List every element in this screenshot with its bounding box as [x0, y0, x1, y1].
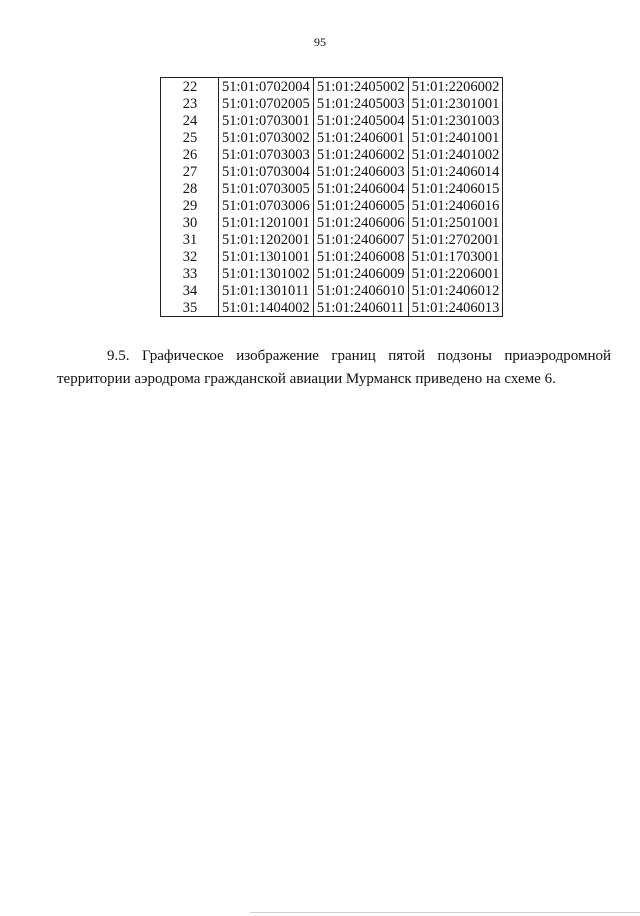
row-number-cell: 28 [161, 180, 219, 197]
cadastral-code-cell: 51:01:2405004 [313, 112, 408, 129]
row-number-cell: 27 [161, 163, 219, 180]
cadastral-code-cell: 51:01:2401002 [408, 146, 503, 163]
cadastral-code-cell: 51:01:0703001 [219, 112, 314, 129]
cadastral-code-cell: 51:01:1201001 [219, 214, 314, 231]
row-number-cell: 23 [161, 95, 219, 112]
cadastral-code-cell: 51:01:2406013 [408, 299, 503, 317]
cadastral-code-cell: 51:01:2206001 [408, 265, 503, 282]
row-number-cell: 35 [161, 299, 219, 317]
cadastral-code-cell: 51:01:2702001 [408, 231, 503, 248]
cadastral-code-cell: 51:01:0702004 [219, 78, 314, 96]
cadastral-code-cell: 51:01:2206002 [408, 78, 503, 96]
cadastral-code-cell: 51:01:2301003 [408, 112, 503, 129]
cadastral-code-cell: 51:01:1301001 [219, 248, 314, 265]
cadastral-code-cell: 51:01:2406007 [313, 231, 408, 248]
cadastral-code-cell: 51:01:1202001 [219, 231, 314, 248]
cadastral-code-cell: 51:01:0703006 [219, 197, 314, 214]
cadastral-code-cell: 51:01:1301011 [219, 282, 314, 299]
paragraph-line-1: 9.5. Графическое изображение границ пятой подзоны приаэродромной [107, 348, 611, 364]
table-row [161, 146, 503, 163]
row-number-cell: 32 [161, 248, 219, 265]
scan-edge-line [250, 912, 640, 913]
row-number-cell: 22 [161, 78, 219, 96]
table-row [161, 265, 503, 282]
cadastral-code-cell: 51:01:2406010 [313, 282, 408, 299]
paragraph-9-5 [57, 345, 611, 391]
cadastral-code-cell: 51:01:2401001 [408, 129, 503, 146]
table-row [161, 231, 503, 248]
row-number-cell: 34 [161, 282, 219, 299]
cadastral-code-cell: 51:01:2406012 [408, 282, 503, 299]
row-number-cell: 26 [161, 146, 219, 163]
cadastral-table [160, 77, 503, 317]
cadastral-code-cell: 51:01:2406011 [313, 299, 408, 317]
cadastral-code-cell: 51:01:0703002 [219, 129, 314, 146]
table-row [161, 129, 503, 146]
cadastral-code-cell: 51:01:2405003 [313, 95, 408, 112]
row-number-cell: 25 [161, 129, 219, 146]
cadastral-code-cell: 51:01:2406016 [408, 197, 503, 214]
table-row [161, 78, 503, 96]
cadastral-code-cell: 51:01:2406004 [313, 180, 408, 197]
paragraph-line-2: территории аэродрома гражданской авиации Мурманск приведено на схеме 6. [57, 371, 556, 387]
cadastral-code-cell: 51:01:2406001 [313, 129, 408, 146]
cadastral-code-cell: 51:01:1703001 [408, 248, 503, 265]
cadastral-code-cell: 51:01:1404002 [219, 299, 314, 317]
cadastral-code-cell: 51:01:2301001 [408, 95, 503, 112]
table-row [161, 197, 503, 214]
cadastral-code-cell: 51:01:2406014 [408, 163, 503, 180]
table-row [161, 112, 503, 129]
row-number-cell: 33 [161, 265, 219, 282]
row-number-cell: 29 [161, 197, 219, 214]
table-row [161, 163, 503, 180]
table-body [161, 78, 503, 317]
table-row [161, 95, 503, 112]
table-row [161, 248, 503, 265]
row-number-cell: 24 [161, 112, 219, 129]
cadastral-code-cell: 51:01:0703005 [219, 180, 314, 197]
table-row [161, 299, 503, 317]
page-number: 95 [314, 35, 326, 49]
row-number-cell: 31 [161, 231, 219, 248]
cadastral-code-cell: 51:01:2406009 [313, 265, 408, 282]
cadastral-code-cell: 51:01:2406003 [313, 163, 408, 180]
table-row [161, 180, 503, 197]
table-row [161, 282, 503, 299]
cadastral-code-cell: 51:01:2406008 [313, 248, 408, 265]
cadastral-code-cell: 51:01:2406015 [408, 180, 503, 197]
row-number-cell: 30 [161, 214, 219, 231]
cadastral-code-cell: 51:01:2405002 [313, 78, 408, 96]
cadastral-code-cell: 51:01:2406006 [313, 214, 408, 231]
cadastral-code-cell: 51:01:0703003 [219, 146, 314, 163]
cadastral-code-cell: 51:01:0702005 [219, 95, 314, 112]
cadastral-code-cell: 51:01:1301002 [219, 265, 314, 282]
cadastral-code-cell: 51:01:0703004 [219, 163, 314, 180]
cadastral-code-cell: 51:01:2406005 [313, 197, 408, 214]
cadastral-code-cell: 51:01:2406002 [313, 146, 408, 163]
table-row [161, 214, 503, 231]
cadastral-code-cell: 51:01:2501001 [408, 214, 503, 231]
